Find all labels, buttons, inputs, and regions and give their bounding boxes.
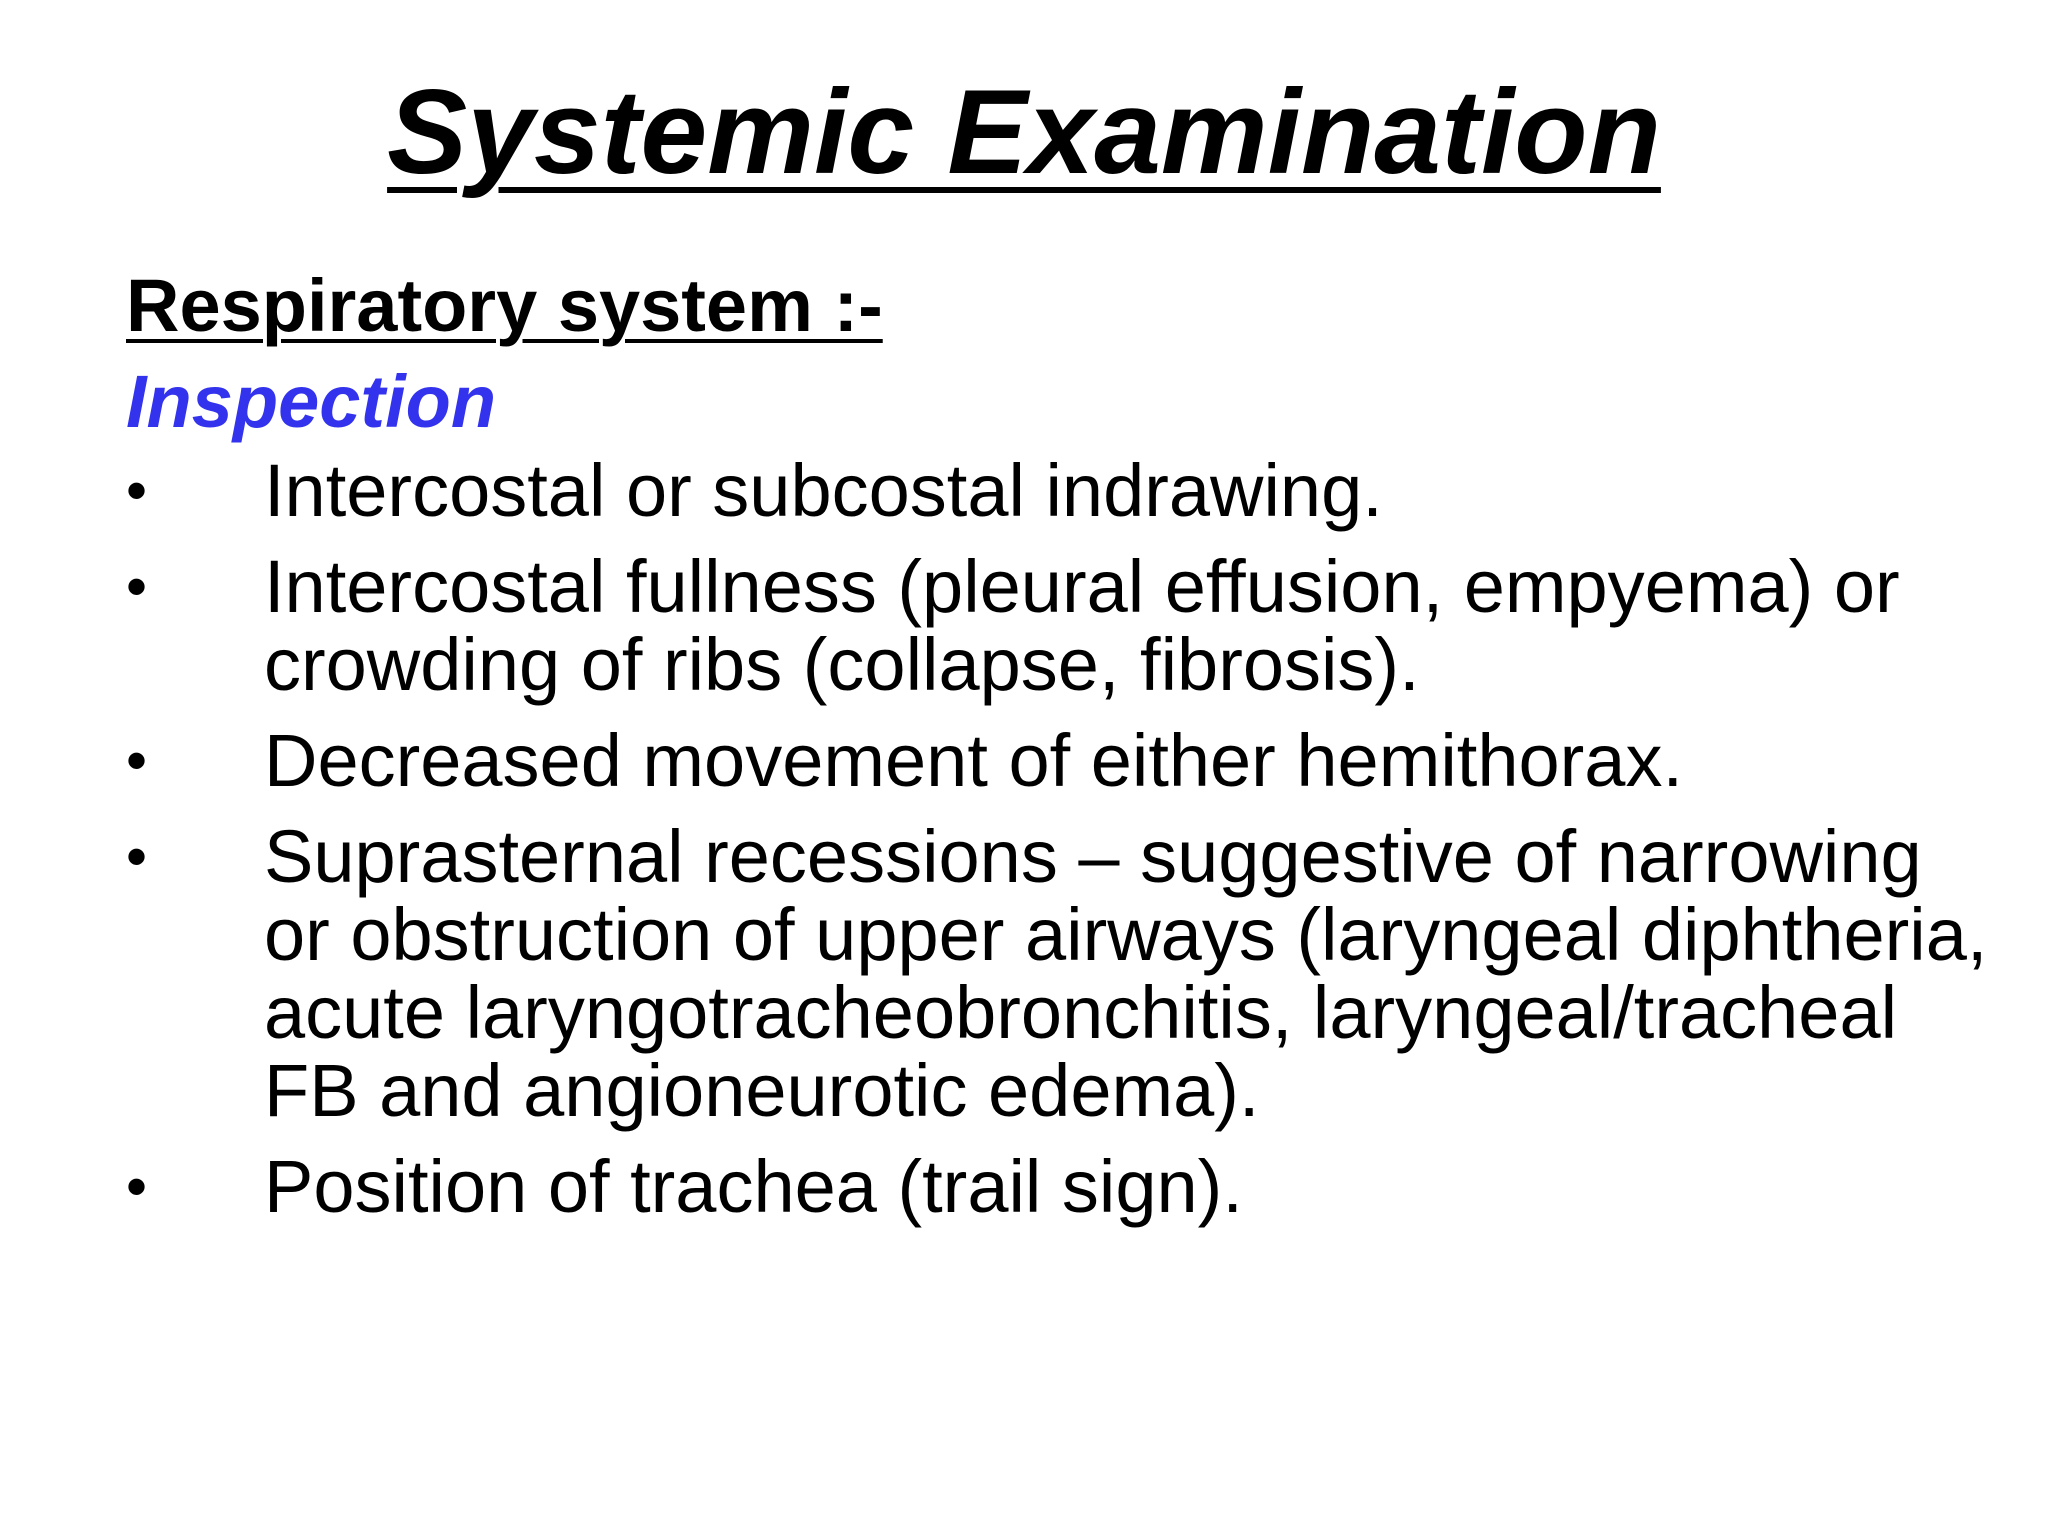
section-heading: Respiratory system :- [126,264,883,347]
bullet-item [126,815,2006,1132]
bullet-list [126,449,2006,1244]
bullet-item [126,1145,2006,1228]
bullet-text: Position of trachea (trail sign). [264,1145,1243,1228]
subheading-inspection: Inspection [126,360,497,443]
bullet-text: Suprasternal recessions – suggestive of narrowing or obstruction of upper airways (laryngeal diphtheria, acute laryngotracheobronchitis, laryngeal/tracheal FB and angioneurotic edema). [264,815,1988,1132]
bullet-icon: • [126,553,148,620]
slide-title: Systemic Examination [387,65,1661,199]
bullet-item [126,449,2006,532]
bullet-text: Intercostal or subcostal indrawing. [264,449,1383,532]
bullet-icon: • [126,1153,148,1220]
bullet-item [126,545,2006,706]
bullet-icon: • [126,727,148,794]
bullet-text: Decreased movement of either hemithorax. [264,719,1684,802]
bullet-icon: • [126,457,148,524]
bullet-text: Intercostal fullness (pleural effusion, empyema) or crowding of ribs (collapse, fibrosis). [264,545,1900,706]
bullet-icon: • [126,823,148,890]
bullet-item [126,719,2006,802]
